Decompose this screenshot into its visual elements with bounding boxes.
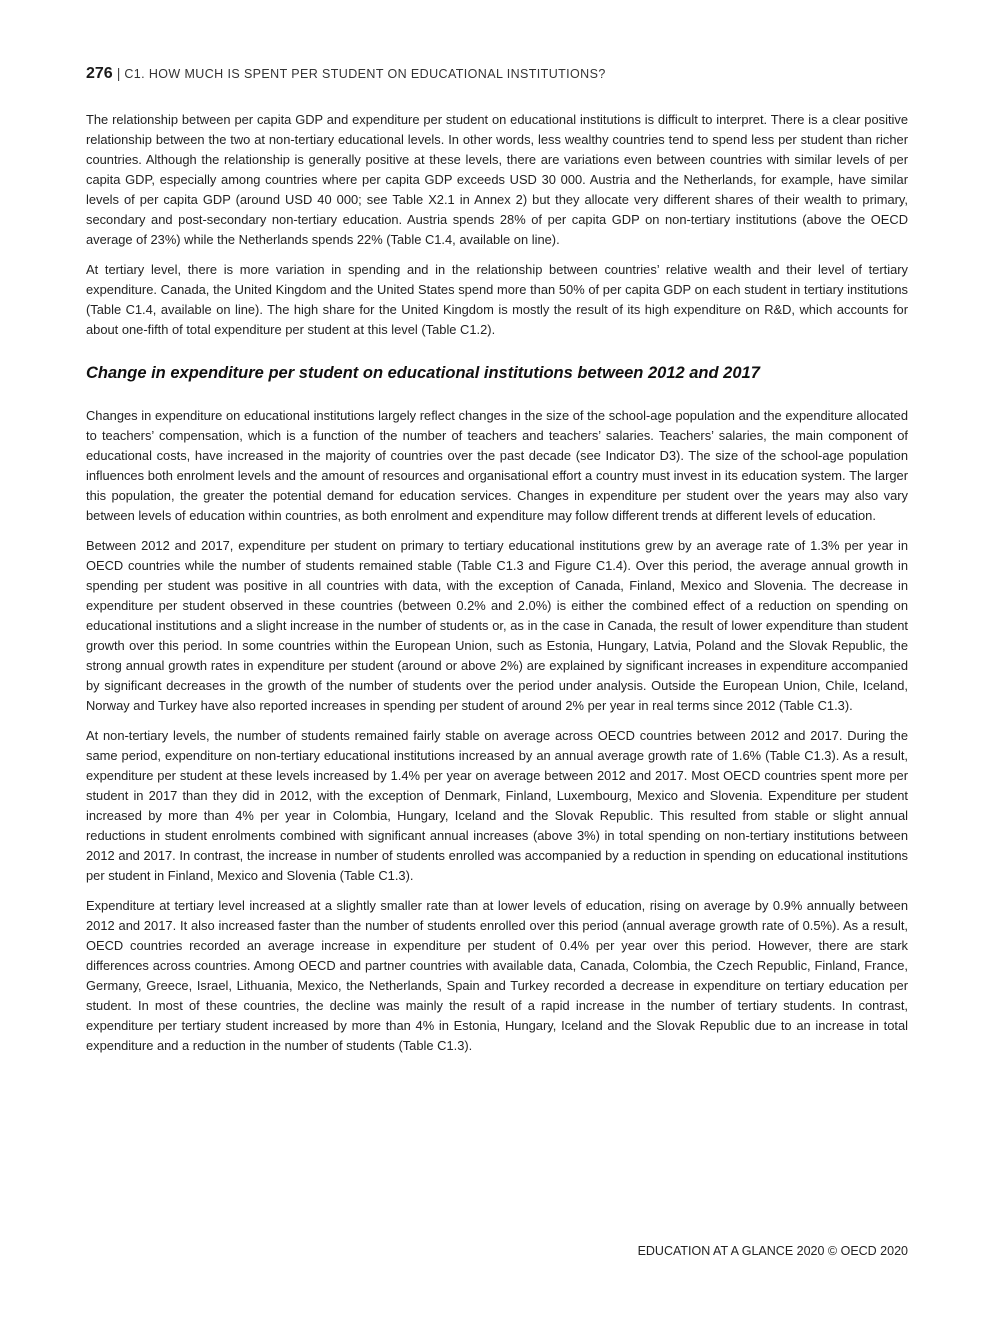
running-title: C1. HOW MUCH IS SPENT PER STUDENT ON EDUCATIONAL INSTITUTIONS? (124, 67, 606, 81)
page-number: 276 (86, 65, 113, 82)
paragraph-changes-overview: Changes in expenditure on educational institutions largely reflect changes in the size of the school-age population and the expenditure allocated to teachers’ compensation, which is a function of the number of teachers and teachers’ salaries. Teachers’ salaries, the main component of educational costs, have increased in the majority of countries over the past decade (see Indicator D3). The size of the school-age population influences both enrolment levels and the amount of resources and organisational effort a country must invest in its education system. The larger this population, the greater the potential demand for education services. Changes in expenditure per student over the years may also vary between levels of education within countries, as both enrolment and expenditure may follow different trends at different levels of education. (86, 408, 908, 523)
page-footer: EDUCATION AT A GLANCE 2020 © OECD 2020 (637, 1244, 908, 1258)
paragraph-2012-2017-growth: Between 2012 and 2017, expenditure per student on primary to tertiary educational institutions grew by an average rate of 1.3% per year in OECD countries while the number of students remained stable (Table C1.3 and Figure C1.4). Over this period, the average annual growth in spending per student was positive in all countries with data, with the exception of Canada, Finland, Mexico and Slovenia. The decrease in expenditure per student observed in these countries (between 0.2% and 2.0%) is either the combined effect of a reduction on spending on educational institutions and a slight increase in the number of students or, as in the case in Canada, the result of lower expenditure than student growth over this period. In some countries within the European Union, such as Estonia, Hungary, Latvia, Poland and the Slovak Republic, the strong annual growth rates in expenditure per student (around or above 2%) are explained by significant increases in expenditure accompanied by significant decreases in the growth of the number of students over the period under analysis. Outside the European Union, Chile, Iceland, Norway and Turkey have also reported increases in spending per student of around 2% per year in real terms since 2012 (Table C1.3). (86, 538, 908, 713)
page-header (86, 62, 908, 85)
page-body (86, 110, 908, 1066)
paragraph-tertiary-level: At tertiary level, there is more variation in spending and in the relationship between countries’ relative wealth and their level of tertiary expenditure. Canada, the United Kingdom and the United States spend more than 50% of per capita GDP on each student in tertiary institutions (Table C1.4, available on line). The high share for the United Kingdom is mostly the result of its high expenditure on R&D, which accounts for about one-fifth of total expenditure per student at this level (Table C1.2). (86, 262, 908, 337)
paragraph-gdp-relationship: The relationship between per capita GDP and expenditure per student on educational institutions is difficult to interpret. There is a clear positive relationship between the two at non-tertiary educational levels. In other words, less wealthy countries tend to spend less per student than richer countries. Although the relationship is generally positive at these levels, there are variations even between countries with similar levels of per capita GDP, especially among countries where per capita GDP exceeds USD 30 000. Austria and the Netherlands, for example, have similar levels of per capita GDP (around USD 40 000; see Table X2.1 in Annex 2) but they allocate very different shares of their wealth to primary, secondary and post-secondary non-tertiary education. Austria spends 28% of per capita GDP on non-tertiary institutions (above the OECD average of 23%) while the Netherlands spends 22% (Table C1.4, available on line). (86, 112, 908, 247)
paragraph-tertiary-expenditure: Expenditure at tertiary level increased at a slightly smaller rate than at lower levels of education, rising on average by 0.9% annually between 2012 and 2017. It also increased faster than the number of students enrolled over this period (annual average growth rate of 0.5%). As a result, OECD countries recorded an average increase in expenditure per student of 0.4% per year over this period. However, there are stark differences across countries. Among OECD and partner countries with available data, Canada, Colombia, the Czech Republic, Finland, France, Germany, Greece, Israel, Lithuania, Mexico, the Netherlands, Spain and Turkey recorded a decrease in expenditure on tertiary education per student. In most of these countries, the decline was mainly the result of a rapid increase in the number of tertiary students. In contrast, expenditure per tertiary student increased by more than 4% in Estonia, Hungary, Iceland and the Slovak Republic due to an increase in total expenditure and a reduction in the number of students (Table C1.3). (86, 898, 908, 1053)
section-heading: Change in expenditure per student on educational institutions between 2012 and 2017 (86, 364, 760, 382)
paragraph-non-tertiary: At non-tertiary levels, the number of students remained fairly stable on average across OECD countries between 2012 and 2017. During the same period, expenditure on non-tertiary educational institutions increased by an annual average growth rate of 1.6% (Table C1.3). As a result, expenditure per student at these levels increased by 1.4% per year on average between 2012 and 2017. Most OECD countries spent more per student in 2017 than they did in 2012, with the exception of Denmark, Finland, Luxembourg, Mexico and Slovenia. Expenditure per student increased by more than 4% per year in Colombia, Hungary, Iceland and the Slovak Republic. This resulted from stable or slight annual reductions in student enrolments combined with significant annual increases (above 3%) in total spending on non-tertiary institutions between 2012 and 2017. In contrast, the increase in number of students enrolled was accompanied by a reduction in spending on educational institutions per student in Finland, Mexico and Slovenia (Table C1.3). (86, 728, 908, 883)
header-separator: | (116, 65, 121, 81)
